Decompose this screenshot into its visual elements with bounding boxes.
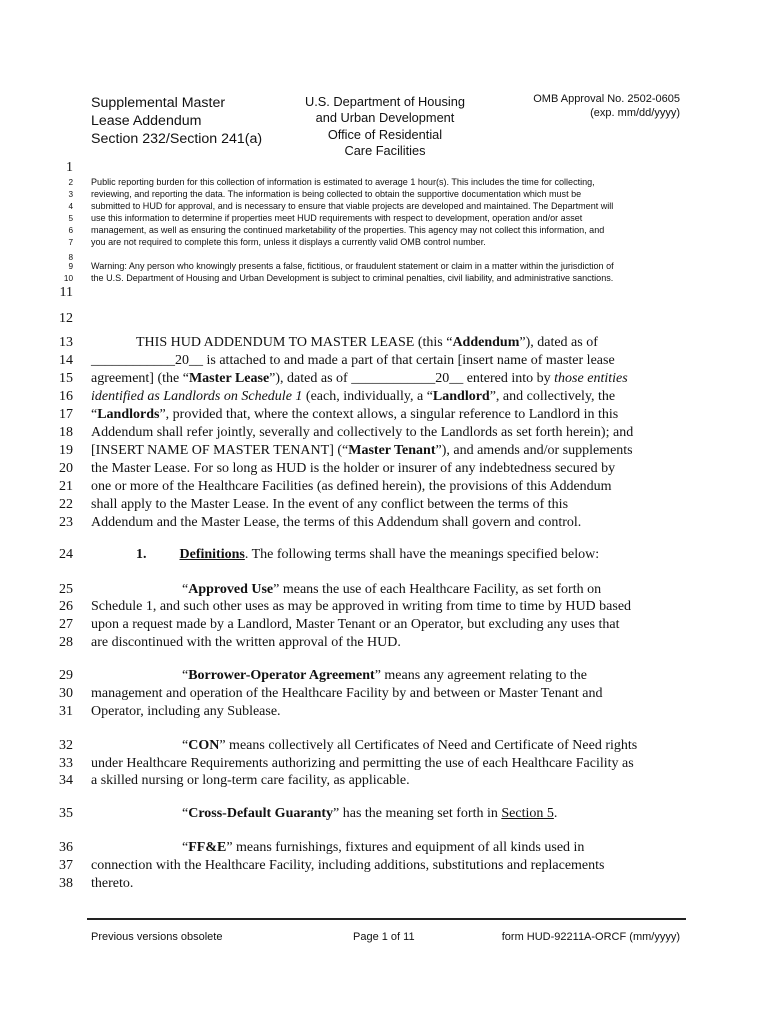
italic-text: identified as Landlords on Schedule 1 (91, 389, 303, 404)
text-line: a skilled nursing or long-term care facility, as applicable. (91, 773, 410, 788)
agency-line: Office of Residential (327, 126, 443, 142)
text-run: ”), dated as of ____________20__ entered into by (269, 371, 555, 386)
text-run: ”, provided that, where the context allows, a singular reference to Landlord in this (159, 407, 619, 422)
text-line (182, 738, 637, 754)
line-number: 23 (59, 515, 73, 530)
text-run: (each, individually, a “ (302, 389, 433, 404)
form-title-line: Lease Addendum (91, 113, 202, 129)
text-run: ”), dated as of (519, 335, 598, 350)
defined-term: Master Lease (188, 371, 270, 386)
footer-form-number: form HUD-92211A-ORCF (mm/yyyy) (501, 931, 680, 943)
form-title (91, 94, 291, 148)
text-run: “ (182, 840, 189, 855)
italic-text: those entities (554, 371, 628, 386)
defined-term: Addendum (452, 335, 520, 350)
text-line: ____________20__ is attached to and made a part of that certain [insert name of master lease (91, 353, 615, 368)
line-number: 9 (68, 262, 73, 271)
omb-approval (500, 93, 680, 120)
line-number: 31 (59, 704, 73, 719)
text-line: upon a request made by a Landlord, Master Tenant or an Operator, but excluding any uses that (91, 617, 620, 632)
agency-line: Care Facilities (344, 142, 426, 158)
line-number: 22 (59, 497, 73, 512)
line-number: 34 (59, 773, 73, 788)
text-run: agreement] (the “ (91, 371, 189, 386)
defined-term: Landlords (97, 407, 160, 422)
line-number: 38 (59, 876, 73, 891)
defined-term: Borrower-Operator Agreement (188, 668, 375, 683)
agency-name (290, 94, 480, 159)
burden-line: you are not required to complete this form, unless it displays a currently valid OMB control number. (91, 237, 486, 247)
line-number: 16 (59, 389, 73, 404)
text-line: thereto. (91, 876, 134, 891)
burden-line: submitted to HUD for approval, and is necessary to ensure that viable projects are developed and maintained. The Department will (91, 201, 614, 211)
line-number: 1 (66, 160, 73, 175)
line-number: 27 (59, 617, 73, 632)
text-line: Schedule 1, and such other uses as may be approved in writing from time to time by HUD based (91, 599, 632, 614)
text-run: THIS HUD ADDENDUM TO MASTER LEASE (this “ (136, 335, 453, 350)
line-number: 21 (59, 479, 73, 494)
section-heading (136, 547, 599, 563)
defined-term: Approved Use (188, 582, 274, 597)
text-line (182, 668, 587, 684)
text-line (182, 806, 557, 822)
text-line: Addendum and the Master Lease, the terms of this Addendum shall govern and control. (91, 515, 582, 530)
line-number: 35 (59, 806, 73, 821)
line-number: 36 (59, 840, 73, 855)
text-run: “ (182, 738, 189, 753)
burden-line: Public reporting burden for this collection of information is estimated to average 1 hour(s). This includes the time for collecting, (91, 177, 595, 187)
section-title: Definitions (179, 547, 245, 562)
text-run: ” means the use of each Healthcare Facility, as set forth on (273, 582, 602, 597)
text-run: “ (182, 806, 189, 821)
line-number: 30 (59, 686, 73, 701)
omb-expiration: (exp. mm/dd/yyyy) (590, 106, 680, 119)
agency-line: and Urban Development (315, 110, 455, 126)
footer-obsolete-note: Previous versions obsolete (91, 931, 223, 943)
form-title-line: Section 232/Section 241(a) (91, 131, 263, 147)
burden-line: use this information to determine if properties meet HUD requirements with respect to development, operation and/or asset (91, 213, 583, 223)
text-run: . (553, 806, 558, 821)
text-line (91, 407, 618, 423)
text-run: ”, and collectively, the (489, 389, 616, 404)
agency-line: U.S. Department of Housing (304, 94, 466, 109)
defined-term: Cross-Default Guaranty (188, 806, 334, 821)
defined-term: FF&E (188, 840, 227, 855)
text-line: Operator, including any Sublease. (91, 704, 281, 719)
text-run: “ (182, 582, 189, 597)
text-run: [INSERT NAME OF MASTER TENANT] (“ (91, 443, 349, 458)
line-number: 26 (59, 599, 73, 614)
line-number: 14 (59, 353, 73, 368)
burden-line: management, as well as ensuring the continued marketability of the properties. This agency may not collect this information, and (91, 225, 605, 235)
text-run: “ (91, 407, 98, 422)
defined-term: CON (188, 738, 220, 753)
text-run: ” means any agreement relating to the (374, 668, 587, 683)
text-line (136, 335, 598, 351)
line-number: 13 (59, 335, 73, 350)
text-run: ”), and amends and/or supplements (435, 443, 633, 458)
text-line: management and operation of the Healthcare Facility by and between or Master Tenant and (91, 686, 603, 701)
text-run: ” has the meaning set forth in (333, 806, 502, 821)
text-line: one or more of the Healthcare Facilities (as defined herein), the provisions of this Addendum (91, 479, 612, 494)
text-run: ” means collectively all Certificates of Need and Certificate of Need rights (219, 738, 638, 753)
footer-divider (87, 918, 686, 920)
text-run: “ (182, 668, 189, 683)
text-line: the Master Lease. For so long as HUD is the holder or insurer of any indebtedness secured by (91, 461, 616, 476)
line-number: 29 (59, 668, 73, 683)
line-number: 11 (59, 285, 73, 300)
line-number: 7 (68, 238, 73, 247)
line-number: 15 (59, 371, 73, 386)
text-line: shall apply to the Master Lease. In the event of any conflict between the terms of this (91, 497, 569, 512)
line-number: 8 (68, 253, 73, 262)
text-line (91, 371, 628, 387)
defined-term: Master Tenant (348, 443, 436, 458)
line-number: 18 (59, 425, 73, 440)
line-number: 19 (59, 443, 73, 458)
text-line: are discontinued with the written approval of the HUD. (91, 635, 401, 650)
line-number: 37 (59, 858, 73, 873)
text-line (182, 840, 584, 856)
text-line (182, 582, 601, 598)
line-number: 5 (68, 214, 73, 223)
section-number: 1. (136, 547, 147, 562)
text-line: Addendum shall refer jointly, severally and collectively to the Landlords as set forth herein); and (91, 425, 634, 440)
warning-line: Warning: Any person who knowingly presents a false, fictitious, or fraudulent statement or claim in a matter within the jurisdiction of (91, 261, 614, 271)
text-run: . The following terms shall have the meanings specified below: (244, 547, 600, 562)
line-number: 20 (59, 461, 73, 476)
line-number: 10 (63, 274, 73, 283)
omb-number: OMB Approval No. 2502-0605 (533, 93, 680, 105)
line-number: 32 (59, 738, 73, 753)
section-reference-link[interactable]: Section 5 (501, 806, 554, 821)
burden-line: reviewing, and reporting the data. The information is being collected to obtain the supportive documentation which must be (91, 189, 582, 199)
form-title-line: Supplemental Master (91, 95, 226, 111)
line-number: 3 (68, 190, 73, 199)
defined-term: Landlord (432, 389, 490, 404)
footer-page-number: Page 1 of 11 (353, 931, 415, 943)
line-number: 17 (59, 407, 73, 422)
line-number: 25 (59, 582, 73, 597)
text-line: under Healthcare Requirements authorizing and permitting the use of each Healthcare Facility as (91, 756, 634, 771)
line-number: 28 (59, 635, 73, 650)
line-number: 33 (59, 756, 73, 771)
text-line (91, 443, 633, 459)
line-number: 24 (59, 547, 73, 562)
line-number: 6 (68, 226, 73, 235)
text-line: connection with the Healthcare Facility, including additions, substitutions and replacements (91, 858, 605, 873)
text-run: ” means furnishings, fixtures and equipment of all kinds used in (226, 840, 585, 855)
line-number: 2 (68, 178, 73, 187)
line-number: 4 (68, 202, 73, 211)
text-line (91, 389, 615, 405)
warning-line: the U.S. Department of Housing and Urban Development is subject to criminal penalties, civil liability, and administrative sanctions. (91, 273, 614, 283)
line-number: 12 (59, 311, 73, 326)
